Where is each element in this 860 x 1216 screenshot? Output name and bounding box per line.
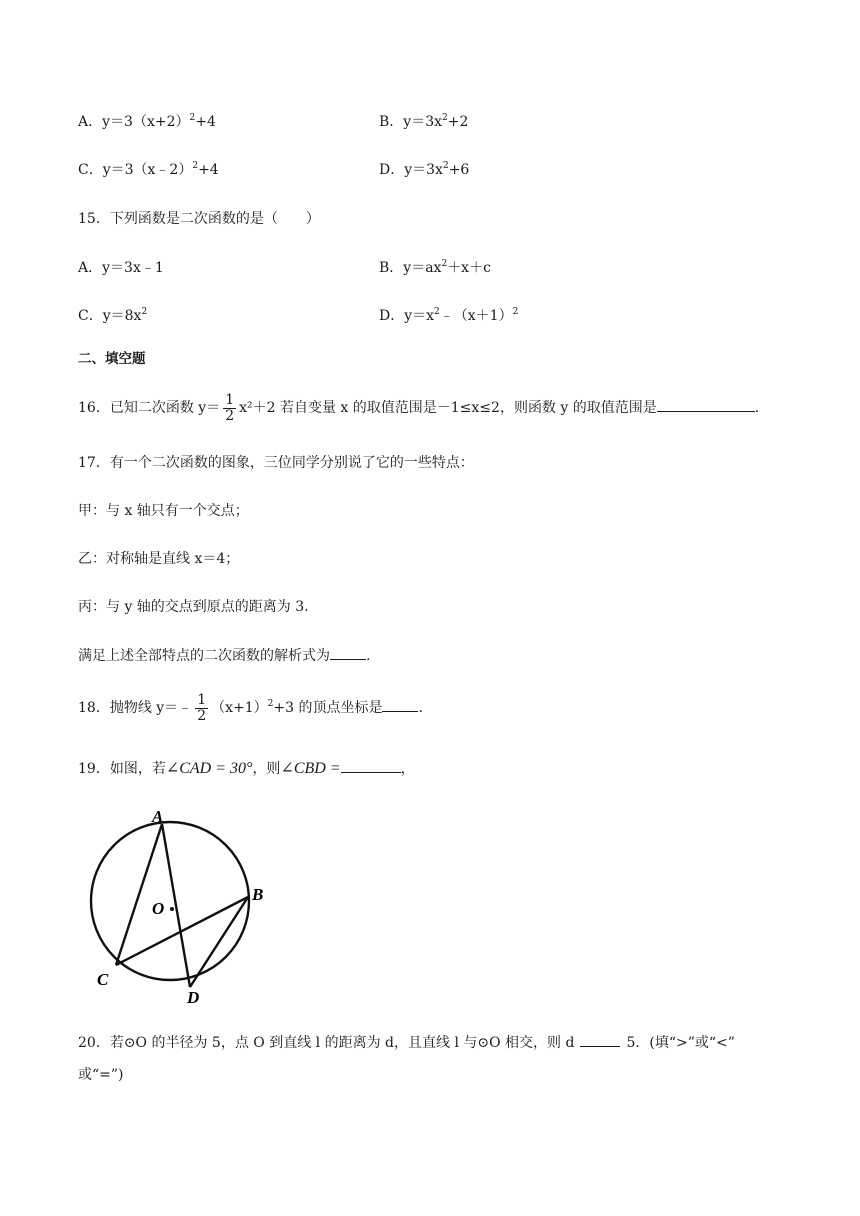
label-d: D [187, 988, 200, 1005]
q17-jia: 甲：与 x 轴只有一个交点； [78, 503, 249, 519]
option-tail: ﹣（x＋1） [439, 308, 513, 324]
q20-line2: 或“=”) [78, 1067, 124, 1083]
option-tail: +6 [448, 162, 470, 178]
section-title: 二、填空题 [78, 351, 146, 367]
exponent: 2 [141, 307, 148, 317]
q19-condition: ∠CAD = 30° [165, 760, 253, 777]
exponent: 2 [192, 161, 199, 171]
label-a: A [152, 807, 164, 826]
option-letter: A． [78, 114, 103, 130]
center-point [170, 907, 174, 911]
option-letter: D． [379, 308, 405, 324]
q20-line1 [78, 1032, 735, 1053]
option-text: y＝3x [404, 162, 443, 178]
q19-end: ， [400, 761, 415, 777]
q14-option-c [78, 160, 219, 180]
circle-figure [80, 805, 280, 1005]
q18-end: . [418, 700, 423, 716]
option-letter: B． [379, 114, 404, 130]
option-tail: +4 [198, 162, 219, 178]
fraction-denominator: 2 [225, 407, 235, 424]
fraction-denominator: 2 [197, 707, 207, 724]
q17-bing: 丙：与 y 轴的交点到原点的距离为 3. [78, 599, 309, 615]
q15-option-a [78, 258, 164, 278]
q14-option-a [78, 112, 216, 132]
option-tail: +2 [447, 114, 469, 130]
q19-mid: ，则 [252, 761, 281, 777]
fraction-numerator: 1 [225, 391, 235, 408]
q15-stem: 15．下列函数是二次函数的是（ ） [78, 211, 320, 227]
exponent: 2 [512, 307, 519, 317]
option-text: y＝3x﹣1 [102, 260, 164, 276]
exponent: 2 [441, 259, 448, 269]
q14-option-b [379, 112, 468, 132]
exponent: 2 [189, 113, 196, 123]
option-tail: ＋x＋c [447, 260, 491, 276]
option-text: y＝x [404, 308, 435, 324]
exponent: 2 [267, 699, 274, 709]
label-c: C [97, 970, 109, 989]
q20-tail: 5．(填“>”或“<” [626, 1035, 735, 1051]
option-text: y＝3（x﹣2） [102, 162, 193, 178]
option-letter: A． [78, 260, 103, 276]
q18-middle: （x+1） [211, 700, 268, 716]
q19-ask: ∠CBD = [280, 760, 341, 777]
q16-middle: x²＋2 若自变量 x 的取值范围是－1≤x≤2，则函数 y 的取值范围是 [239, 400, 657, 416]
option-text: y＝8x [102, 308, 142, 324]
q16-prefix: 16．已知二次函数 y＝ [78, 400, 221, 416]
option-tail: +4 [195, 114, 216, 130]
exponent: 2 [434, 307, 440, 317]
fraction-numerator: 1 [197, 691, 207, 708]
q15-option-d [379, 306, 518, 326]
answer-blank[interactable] [382, 697, 418, 712]
label-b: B [252, 885, 264, 904]
q18 [78, 688, 423, 728]
answer-blank[interactable] [330, 645, 366, 660]
q20-text: 20．若⊙O 的半径为 5，点 O 到直线 l 的距离为 d，且直线 l 与⊙O 相交，则 d [78, 1035, 575, 1051]
q18-tail: +3 的顶点坐标是 [273, 700, 383, 716]
q14-option-d [379, 160, 469, 180]
q19-prefix: 19．如图，若 [78, 761, 166, 777]
option-text: y＝3x [403, 114, 443, 130]
option-text: y＝3（x+2） [102, 114, 190, 130]
q19 [78, 758, 415, 779]
q15-option-c [78, 306, 147, 326]
option-letter: B． [379, 260, 404, 276]
option-letter: C． [78, 162, 103, 178]
q16 [78, 388, 759, 428]
q17-end: . [366, 648, 371, 664]
label-o: O [152, 899, 165, 918]
exponent: 2 [442, 113, 448, 123]
fraction [195, 693, 208, 724]
exponent: 2 [442, 161, 449, 171]
q17-ask-text: 满足上述全部特点的二次函数的解析式为 [78, 648, 330, 664]
q17-yi: 乙：对称轴是直线 x＝4； [78, 551, 240, 567]
fraction [223, 393, 236, 424]
circle-o [91, 822, 249, 980]
q15-option-b [379, 258, 491, 278]
q17-ask [78, 645, 370, 666]
option-text: y＝ax [403, 260, 442, 276]
q16-end: . [754, 400, 760, 416]
answer-blank[interactable] [341, 758, 401, 773]
answer-blank[interactable] [657, 397, 755, 412]
chord-bd [190, 897, 248, 987]
q17-stem: 17．有一个二次函数的图象，三位同学分别说了它的一些特点： [78, 455, 474, 471]
answer-blank[interactable] [580, 1032, 620, 1047]
option-letter: C． [78, 308, 103, 324]
q18-prefix: 18．抛物线 y＝﹣ [78, 700, 193, 716]
option-letter: D． [379, 162, 405, 178]
chord-ad [162, 824, 190, 987]
